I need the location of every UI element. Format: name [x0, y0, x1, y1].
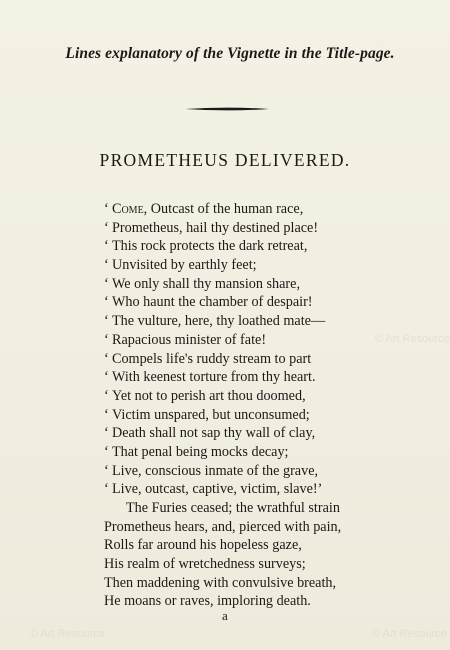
opening-quote: ‘	[104, 369, 109, 386]
poem-line-text: Live, outcast, captive, victim, slave!’	[112, 481, 323, 498]
opening-quote: ‘	[104, 387, 109, 404]
opening-quote: ‘	[104, 313, 109, 330]
opening-quote: ‘	[104, 331, 109, 348]
poem-line: Then maddening with convulsive breath,	[104, 574, 337, 591]
poem-line	[104, 312, 424, 331]
poem-line: His realm of wretchedness surveys;	[104, 556, 306, 573]
poem-line-text: With keenest torture from thy heart.	[112, 369, 316, 386]
poem-line-text: The vulture, here, thy loathed mate—	[112, 313, 326, 330]
poem-line-text: Yet not to perish art thou doomed,	[112, 387, 306, 404]
poem-line	[104, 462, 424, 481]
poem-line-text: Compels life's ruddy stream to part	[112, 350, 312, 367]
watermark-right: © Art Resource	[375, 333, 450, 345]
quoted-lines	[104, 219, 424, 499]
opening-quote: ‘	[104, 425, 109, 442]
poem-title: PROMETHEUS DELIVERED.	[99, 150, 351, 170]
poem-line	[104, 387, 424, 406]
poem-line-text: Rapacious minister of fate!	[112, 331, 267, 348]
poem-line: The Furies ceased; the wrathful strain	[126, 500, 340, 516]
opening-quote: ‘	[104, 481, 109, 498]
poem-line	[104, 237, 424, 256]
poem-line	[104, 368, 424, 387]
opening-quote: ‘	[104, 238, 109, 255]
poem-line-text: Unvisited by earthly feet;	[112, 257, 257, 274]
poem-line: He moans or raves, imploring death.	[104, 593, 311, 610]
page-heading: Lines explanatory of the Vignette in the Title-page.	[65, 45, 395, 62]
poem-line: Rolls far around his hopeless gaze,	[104, 537, 302, 554]
poem-line	[104, 293, 424, 312]
poem-line: Prometheus hears, and, pierced with pain,	[104, 518, 342, 535]
poem-line	[104, 219, 424, 238]
poem-line	[104, 350, 424, 369]
opening-quote: ‘	[104, 462, 109, 479]
poem-line-text: Prometheus, hail thy destined place!	[112, 219, 319, 236]
opening-quote: ‘	[104, 201, 109, 217]
poem-line	[104, 406, 424, 425]
poem-line-text: Death shall not sap thy wall of clay,	[112, 425, 316, 442]
opening-quote: ‘	[104, 219, 109, 236]
poem-line-text: This rock protects the dark retreat,	[112, 238, 308, 255]
watermark-bottom-right: © Art Resource	[372, 628, 447, 640]
opening-quote: ‘	[104, 443, 109, 460]
poem-line-text: Outcast of the human race,	[147, 201, 304, 217]
poem-line	[104, 424, 424, 443]
poem-line	[104, 275, 424, 294]
ornamental-rule	[185, 106, 269, 112]
poem-line	[104, 200, 424, 219]
poem-line-text: We only shall thy mansion share,	[112, 275, 300, 292]
opening-quote: ‘	[104, 350, 109, 367]
poem-line	[104, 480, 424, 499]
opening-quote: ‘	[104, 406, 109, 423]
poem-line-text: Victim unspared, but unconsumed;	[112, 406, 310, 423]
opening-quote: ‘	[104, 275, 109, 292]
poem-line	[104, 256, 424, 275]
poem-body	[104, 200, 424, 611]
poem-line	[104, 443, 424, 462]
watermark-bottom-left: © Art Resource	[30, 628, 105, 640]
opening-quote: ‘	[104, 294, 109, 311]
poem-line	[104, 331, 424, 350]
poem-first-word: Come,	[112, 201, 148, 217]
signature-mark: a	[222, 608, 228, 623]
poem-line-text: Who haunt the chamber of despair!	[112, 294, 313, 311]
poem-line-text: That penal being mocks decay;	[112, 443, 289, 460]
narration-lines	[104, 499, 424, 611]
opening-quote: ‘	[104, 257, 109, 274]
poem-line-text: Live, conscious inmate of the grave,	[112, 462, 319, 479]
